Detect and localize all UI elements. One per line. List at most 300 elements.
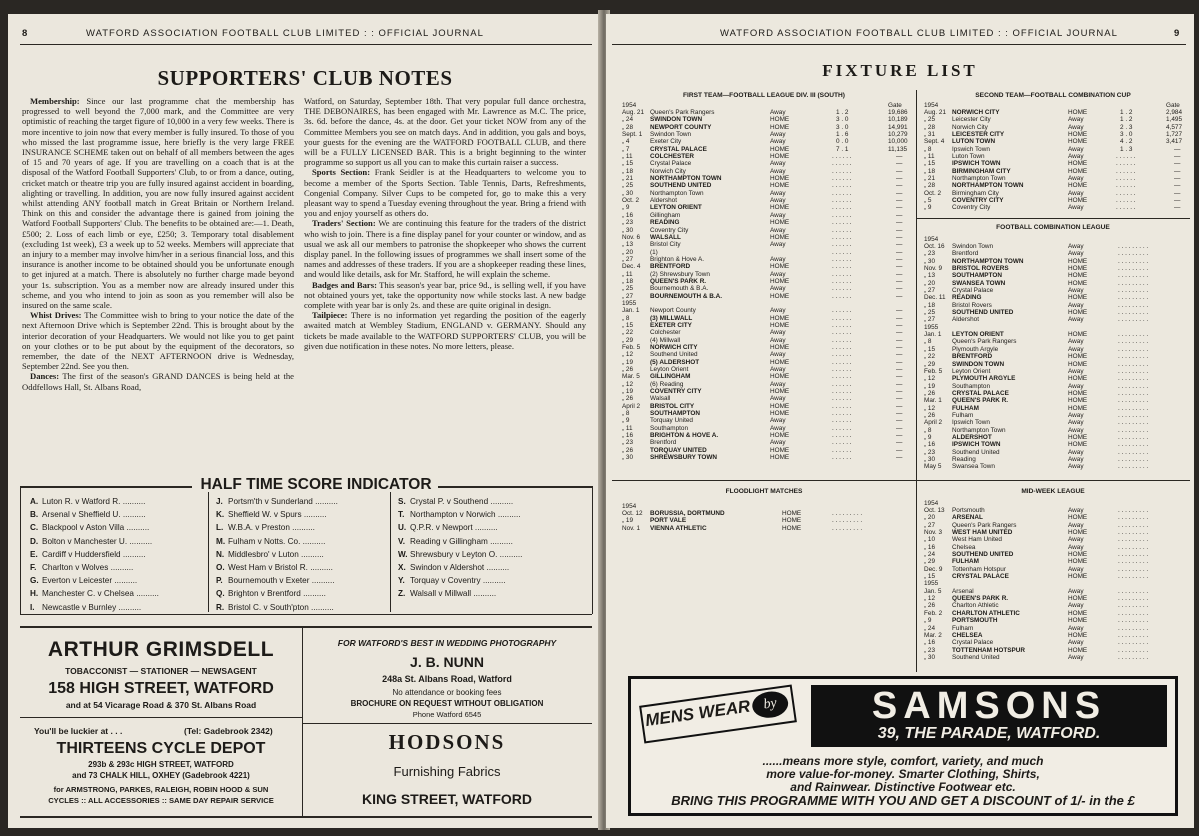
fixture-score-dots: . . . . . . . . . (1118, 433, 1149, 441)
indicator-match: Sheffield W. v Spurs (228, 510, 302, 520)
fixture-row (622, 263, 912, 270)
fixture-score-dots: . . . . . . . . . (1118, 514, 1149, 522)
fixture-opponent: Chelsea (952, 543, 976, 551)
fixture-score-dots: . . . . . . . . . (1118, 375, 1149, 383)
fixture-opponent: QUEEN'S PARK R. (952, 397, 1009, 405)
fixture-date: „ 25 (622, 182, 634, 190)
fixture-row (924, 175, 1188, 182)
fixture-score-dots: . . . . . . (832, 204, 852, 212)
fixture-opponent: Birmingham City (952, 189, 999, 197)
fixture-date: „ 22 (622, 329, 634, 337)
fixture-gate: 10,189 (888, 116, 908, 124)
fixture-gate-blank: — (896, 153, 903, 161)
fixture-row (622, 432, 912, 439)
fixture-venue: Away (1068, 543, 1084, 551)
fixture-score-dots: . . . . . . . . . (1118, 301, 1149, 309)
indicator-letter: X. (398, 563, 406, 572)
indicator-row (216, 603, 334, 612)
fixture-row (622, 366, 912, 373)
fixture-opponent: Walsall (650, 395, 671, 403)
fixture-score-dots: . . . . . . . . . (1118, 389, 1149, 397)
fixture-date: „ 11 (924, 153, 935, 161)
indicator-score-blank: .......... (116, 602, 142, 612)
fixture-venue: Away (770, 329, 786, 337)
fixture-score-dots: . . . . . . (832, 358, 852, 366)
ads-rule-top (20, 626, 592, 628)
fixture-score-dots: . . . . . . (832, 211, 852, 219)
fixture-opponent: Fulham (952, 624, 974, 632)
fixture-row (622, 395, 912, 402)
fixture-date: „ 23 (622, 439, 634, 447)
fixture-gate-blank: — (896, 197, 903, 205)
fixture-opponent: PORTSMOUTH (952, 617, 998, 625)
fixture-row (622, 337, 912, 344)
fixture-opponent: SWANSEA TOWN (952, 279, 1006, 287)
fixture-row (622, 204, 912, 211)
fixture-opponent: Bournemouth & B.A. (650, 285, 709, 293)
fixture-row (924, 456, 1188, 463)
samsons-tagline-1: ......means more style, comfort, variety, and much (762, 754, 1044, 768)
fixture-opponent: (1) (650, 248, 658, 256)
fixture-date: „ 8 (924, 426, 932, 434)
fixture-venue: Away (1068, 382, 1084, 390)
fixture-score: 4 . 2 (1120, 138, 1133, 146)
second-team-gate-label: Gate (1166, 102, 1180, 109)
thirteens-name: THIRTEENS CYCLE DEPOT (56, 740, 266, 757)
fixture-venue: HOME (1068, 331, 1088, 339)
fixture-date: May 5 (924, 463, 942, 471)
fixture-date: 1955 (622, 299, 637, 307)
fixture-score-dots: . . . . . . (832, 314, 852, 322)
fixture-row (622, 175, 912, 182)
fixture-score-dots: . . . . . . (832, 153, 852, 161)
notes-paragraph (304, 280, 586, 311)
fixture-date: „ 12 (924, 404, 936, 412)
indicator-match: Crystal P. v Southend (410, 497, 489, 506)
fixture-date: „ 8 (924, 145, 932, 153)
fixture-row (924, 368, 1188, 375)
indicator-match: Walsall v Millwall (410, 589, 472, 599)
fixture-row (924, 625, 1188, 632)
fixture-score-dots: . . . . . . (1116, 197, 1136, 205)
fixture-row (924, 580, 1188, 587)
fixture-opponent: PORT VALE (650, 517, 687, 525)
fixture-venue: Away (1068, 419, 1084, 427)
fixture-row (622, 510, 912, 517)
fixture-score-dots: . . . . . . . . . (1118, 448, 1149, 456)
fixture-score-dots: . . . . . . (1116, 175, 1136, 183)
fixture-venue: HOME (770, 344, 790, 351)
fixture-row (924, 390, 1188, 397)
indicator-match: Portsm'th v Sunderland (228, 497, 313, 506)
fixture-gate-blank: — (896, 424, 903, 432)
fixture-row (924, 116, 1188, 123)
fixture-venue: HOME (770, 145, 790, 153)
fixture-opponent: CRYSTAL PALACE (650, 145, 707, 153)
fixture-gate-blank: — (896, 277, 903, 285)
indicator-score-blank: .......... (120, 510, 146, 520)
fixture-gate-blank: — (896, 321, 903, 329)
fixture-gate-blank: — (896, 226, 903, 234)
fixture-opponent: SWINDON TOWN (952, 360, 1005, 368)
fixture-score-dots: . . . . . . . . . (832, 517, 863, 525)
fixture-score-dots: . . . . . . (832, 270, 852, 278)
fixture-opponent: Leyton Orient (952, 367, 991, 375)
fixture-venue: HOME (770, 314, 790, 322)
fixture-date: „ 15 (924, 345, 936, 353)
fixture-date: „ 30 (924, 455, 936, 463)
fixture-score-dots: . . . . . . . . . (1118, 631, 1149, 639)
fixture-gate-blank: — (1174, 145, 1181, 153)
indicator-row (398, 497, 513, 506)
fixture-opponent: Bristol City (650, 241, 681, 249)
notes-paragraph (304, 167, 586, 218)
notes-paragraph-head: Tailpiece: (312, 310, 348, 321)
fixture-date: „ 4 (622, 138, 630, 146)
fixture-date: „ 19 (622, 358, 634, 366)
left-page (8, 14, 602, 828)
fixture-row (622, 425, 912, 432)
fixture-row (924, 124, 1188, 131)
fixture-date: „ 24 (924, 624, 936, 632)
fixture-opponent: Exeter City (650, 138, 682, 146)
fixture-date: „ 26 (622, 366, 634, 374)
notes-paragraph (304, 218, 586, 279)
fixture-score: 1 . 6 (836, 131, 849, 139)
fixture-venue: HOME (782, 517, 802, 525)
fixture-date: „ 15 (924, 573, 936, 581)
fixture-score-dots: . . . . . . . . . (1118, 272, 1149, 280)
fixture-venue: HOME (1068, 265, 1088, 273)
nunn-line-1: No attendance or booking fees (392, 688, 502, 697)
fixture-score-dots: . . . . . . (832, 380, 852, 388)
fixture-opponent: EXETER CITY (650, 321, 692, 329)
fixture-opponent: QUEEN'S PARK R. (650, 277, 707, 285)
fixture-row (924, 138, 1188, 145)
fixture-row (622, 190, 912, 197)
fixture-opponent: Queen's Park Rangers (952, 521, 1017, 529)
fixture-row (622, 359, 912, 366)
fixture-opponent: SOUTHEND UNITED (952, 551, 1014, 559)
fixture-venue: Away (1068, 455, 1084, 463)
fixture-date: „ 27 (622, 292, 634, 300)
running-head-right: WATFORD ASSOCIATION FOOTBALL CLUB LIMITED : : OFFICIAL JOURNAL (720, 28, 1118, 39)
fixture-date: „ 15 (622, 160, 634, 168)
notes-paragraph-head: Traders' Section: (312, 218, 376, 229)
fixture-score-dots: . . . . . . (832, 424, 852, 432)
fixture-date: „ 31 (924, 131, 936, 139)
fixture-score-dots: . . . . . . (832, 321, 852, 329)
fixture-date: Oct. 13 (924, 507, 945, 514)
fixture-score-dots: . . . . . . . . . (1118, 382, 1149, 390)
fixture-row (622, 439, 912, 446)
fixture-opponent: SHREWSBURY TOWN (650, 454, 717, 462)
indicator-letter: W. (398, 549, 408, 559)
fixture-opponent: Coventry City (650, 226, 689, 234)
fixture-date: „ 25 (622, 285, 634, 293)
fixture-date: „ 28 (622, 123, 634, 131)
fixture-venue: HOME (770, 446, 790, 454)
fixture-score-dots: . . . . . . (832, 454, 852, 462)
fixture-row (622, 315, 912, 322)
grimsdell-name: ARTHUR GRIMSDELL (47, 638, 275, 661)
fixture-gate-blank: — (1174, 153, 1181, 161)
fixture-date: „ 11 (622, 153, 633, 161)
fixture-date: „ 11 (622, 424, 633, 432)
running-head-left: WATFORD ASSOCIATION FOOTBALL CLUB LIMITED : : OFFICIAL JOURNAL (86, 28, 484, 39)
fixture-venue: HOME (1068, 397, 1088, 405)
fixture-date: „ 29 (924, 558, 936, 566)
fixture-venue: HOME (1068, 360, 1088, 368)
notes-paragraph-head: Dances: (30, 371, 60, 382)
fixture-gate: 2,984 (1166, 109, 1182, 116)
fixture-score-dots: . . . . . . (832, 432, 852, 440)
indicator-letter: U. (398, 523, 407, 533)
fixture-opponent: Southend United (952, 653, 1000, 661)
fixture-venue: HOME (782, 524, 802, 532)
fixture-gate-blank: — (896, 248, 903, 256)
indicator-score-blank: .......... (472, 523, 498, 533)
fixture-gate-blank: — (1174, 175, 1181, 183)
fixture-gate-blank: — (896, 241, 903, 249)
fixture-row (622, 351, 912, 358)
fixture-row (924, 610, 1188, 617)
fixture-score-dots: . . . . . . . . . (1118, 360, 1149, 368)
fixture-score-dots: . . . . . . (832, 226, 852, 234)
indicator-score-blank: .......... (480, 576, 506, 586)
fixture-date: Oct. 2 (924, 189, 942, 197)
samsons-brand: SAMSONS (871, 685, 1107, 727)
fixture-date: „ 9 (924, 204, 932, 212)
fixture-opponent: TORQUAY UNITED (650, 446, 707, 454)
fixture-date: Nov. 1 (622, 524, 640, 532)
indicator-score-blank: .......... (112, 576, 138, 586)
notes-title: SUPPORTERS' CLUB NOTES (157, 66, 453, 90)
fixture-date: „ 19 (924, 382, 936, 390)
fixture-row (924, 316, 1188, 323)
fixture-row (622, 307, 912, 314)
indicator-score-blank: .......... (471, 589, 497, 599)
fixture-venue: Away (770, 138, 786, 146)
fixture-opponent: Southampton (650, 424, 689, 432)
fixture-venue: Away (1068, 639, 1084, 647)
fixture-opponent: SOUTHEND UNITED (650, 182, 712, 190)
indicator-row (30, 589, 159, 598)
fixture-venue: HOME (1068, 167, 1088, 175)
fixture-date: „ 28 (924, 182, 936, 190)
fixture-score-dots: . . . . . . (832, 285, 852, 293)
fixture-venue: HOME (770, 388, 790, 396)
fixture-opponent: LEYTON ORIENT (650, 204, 702, 212)
fixture-opponent: Swansea Town (952, 463, 995, 471)
fixture-gate-blank: — (896, 329, 903, 337)
fixture-row (924, 182, 1188, 189)
fixture-opponent: Portsmouth (952, 507, 985, 514)
fixture-score-dots: . . . . . . . . . (1118, 529, 1149, 537)
fixture-row (924, 647, 1188, 654)
indicator-score-blank: .......... (301, 510, 327, 520)
indicator-letter: Z. (398, 589, 406, 599)
fixture-row (924, 338, 1188, 345)
indicator-row (398, 550, 522, 559)
fixture-opponent: Norwich City (952, 123, 988, 131)
indicator-rule-right (438, 486, 592, 488)
indicator-letter: Y. (398, 576, 405, 586)
fixture-venue: Away (770, 255, 786, 263)
fixture-score-dots: . . . . . . . . . (1118, 411, 1149, 419)
fixture-opponent: Reading (952, 455, 976, 463)
fixture-row (622, 447, 912, 454)
fixture-date: „ 25 (924, 116, 936, 124)
fixture-score-dots: . . . . . . . . . (1118, 331, 1149, 339)
fixture-venue: Away (1068, 123, 1084, 131)
fixture-score-dots: . . . . . . . . . (1118, 639, 1149, 647)
fixture-opponent: COVENTRY CITY (952, 197, 1004, 205)
by-badge: by (751, 689, 790, 720)
fixture-venue: HOME (1068, 257, 1088, 265)
fixture-opponent: NORTHAMPTON TOWN (952, 257, 1024, 265)
fixture-opponent: Gillingham (650, 211, 681, 219)
fixture-venue: Away (770, 351, 786, 359)
fixture-gate-blank: — (896, 380, 903, 388)
fixture-venue: Away (1068, 145, 1084, 153)
indicator-score-blank: .......... (300, 536, 326, 546)
fixture-venue: Away (770, 197, 786, 205)
fixture-opponent: Queen's Park Rangers (650, 109, 715, 116)
fixture-date: „ 25 (924, 309, 936, 317)
indicator-match: Middlesbro' v Luton (228, 549, 299, 559)
fixture-venue: HOME (1068, 609, 1088, 617)
fixture-date: „ 11 (622, 270, 633, 278)
fixture-opponent: Northampton Town (952, 426, 1006, 434)
fixture-score-dots: . . . . . . . . . (1118, 309, 1149, 317)
fixture-date: Mar. 2 (924, 631, 942, 639)
samsons-tagline (645, 755, 1161, 807)
fixture-venue: HOME (1068, 595, 1088, 603)
fixture-row (924, 204, 1188, 211)
fixture-venue: HOME (1068, 309, 1088, 317)
grimsdell-trades: TOBACCONIST — STATIONER — NEWSAGENT (65, 666, 257, 676)
combination-year: 1954 (924, 236, 939, 243)
fixture-date: „ 26 (622, 446, 634, 454)
fixture-score-dots: . . . . . . . . . (1118, 353, 1149, 361)
fixture-row (924, 361, 1188, 368)
fixture-date: „ 29 (622, 336, 634, 344)
fixture-row (622, 153, 912, 160)
fixture-gate-blank: — (896, 439, 903, 447)
fixture-date: „ 8 (622, 410, 630, 418)
fixture-venue: HOME (770, 292, 790, 300)
fixture-venue: HOME (1068, 353, 1088, 361)
fixture-date: Nov. 3 (924, 529, 942, 537)
fixture-date: Oct. 16 (924, 243, 945, 250)
fixture-row (924, 309, 1188, 316)
fixture-venue: HOME (1068, 441, 1088, 449)
fixture-score: 7 . 1 (836, 145, 849, 153)
indicator-letter: Q. (216, 589, 225, 599)
fixture-opponent: BRISTOL ROVERS (952, 265, 1009, 273)
fixture-venue: HOME (1068, 389, 1088, 397)
second-team-heading: SECOND TEAM—FOOTBALL COMBINATION CUP (975, 92, 1131, 99)
mens-wear-text: MENS WEAR (644, 696, 752, 731)
fixture-gate-blank: — (896, 307, 903, 315)
fixture-date: Dec. 9 (924, 565, 943, 573)
fixture-score-dots: . . . . . . . . . (1118, 257, 1149, 265)
fixture-score-dots: . . . . . . . . . (1118, 653, 1149, 661)
indicator-match: Newcastle v Burnley (42, 602, 117, 612)
fixture-opponent: FULHAM (952, 558, 979, 566)
fixture-row (622, 138, 912, 145)
indicator-row (398, 537, 513, 546)
fixture-venue: Away (770, 336, 786, 344)
fixture-score-dots: . . . . . . (832, 366, 852, 374)
indicator-letter: P. (216, 576, 223, 586)
fixture-score-dots: . . . . . . (832, 395, 852, 403)
fixture-date: „ 28 (924, 123, 936, 131)
indicator-letter: V. (398, 536, 405, 546)
combination-fixtures (924, 243, 1188, 471)
fixture-gate-blank: — (896, 314, 903, 322)
fixture-gate: 19,686 (888, 109, 908, 116)
fixture-date: „ 16 (924, 543, 936, 551)
fixture-score-dots: . . . . . . . . . (1118, 243, 1149, 250)
thirteens-address-1: 293b & 293c HIGH STREET, WATFORD (88, 760, 234, 769)
notes-paragraph-head: Badges and Bars: (312, 279, 377, 290)
fixture-venue: Away (770, 380, 786, 388)
fixture-venue: HOME (1068, 433, 1088, 441)
fixture-opponent: (5) ALDERSHOT (650, 358, 700, 366)
fixture-date: Feb. 2 (924, 609, 943, 617)
fixture-score-dots: . . . . . . (832, 189, 852, 197)
header-rule-left (20, 44, 592, 45)
fixture-date: „ 27 (924, 287, 936, 295)
indicator-letter: N. (216, 549, 225, 559)
fixture-score-dots: . . . . . . . . . (1118, 279, 1149, 287)
fixture-opponent: VIENNA ATHLETIC (650, 524, 707, 532)
fixture-opponent: CHARLTON ATHLETIC (952, 609, 1020, 617)
fixture-row (622, 373, 912, 380)
fixture-date: „ 23 (622, 219, 634, 227)
midweek-heading: MID-WEEK LEAGUE (1021, 488, 1085, 495)
indicator-score-blank: .......... (497, 549, 523, 559)
fixture-row (622, 146, 912, 153)
indicator-score-blank: .......... (298, 549, 324, 559)
fixture-score-dots: . . . . . . . . . (1118, 573, 1149, 581)
fixture-venue: HOME (1068, 138, 1088, 146)
fixture-row (924, 558, 1188, 565)
fixture-row (622, 381, 912, 388)
fixture-venue: HOME (770, 153, 790, 161)
notes-paragraph-text: The Committee wish to bring to your notice the date of the next Afternoon Drive which is September 22nd. This is brought about by the interior decoration of your Headquarters. We would not like you to get paint on your clothes or to be put about by the equipment of the decorators, so remember, the date of the NEXT AFTERNOON drive is Wednesday, September 22nd. See you then. (22, 310, 294, 372)
fixture-score: 1 . 3 (1120, 145, 1133, 153)
fixture-list-title: FIXTURE LIST (822, 61, 978, 80)
fixture-row (924, 595, 1188, 602)
indicator-match: Shrewsbury v Leyton O. (410, 549, 498, 559)
fixture-score-dots: . . . . . . . . . (1118, 338, 1149, 346)
fixture-venue: Away (1068, 338, 1084, 346)
fixture-date: Dec. 4 (622, 263, 641, 271)
fixture-score-dots: . . . . . . (1116, 204, 1136, 212)
indicator-row (30, 550, 146, 559)
notes-paragraph (22, 310, 294, 371)
fixture-opponent: SOUTHAMPTON (952, 272, 1002, 280)
fixture-opponent: CRYSTAL PALACE (952, 389, 1009, 397)
fixture-row (924, 551, 1188, 558)
fixture-score-dots: . . . . . . . . . (832, 510, 863, 517)
indicator-match: Northampton v Norwich (410, 510, 496, 520)
fixture-venue: HOME (770, 454, 790, 462)
fixture-gate-blank: — (896, 219, 903, 227)
